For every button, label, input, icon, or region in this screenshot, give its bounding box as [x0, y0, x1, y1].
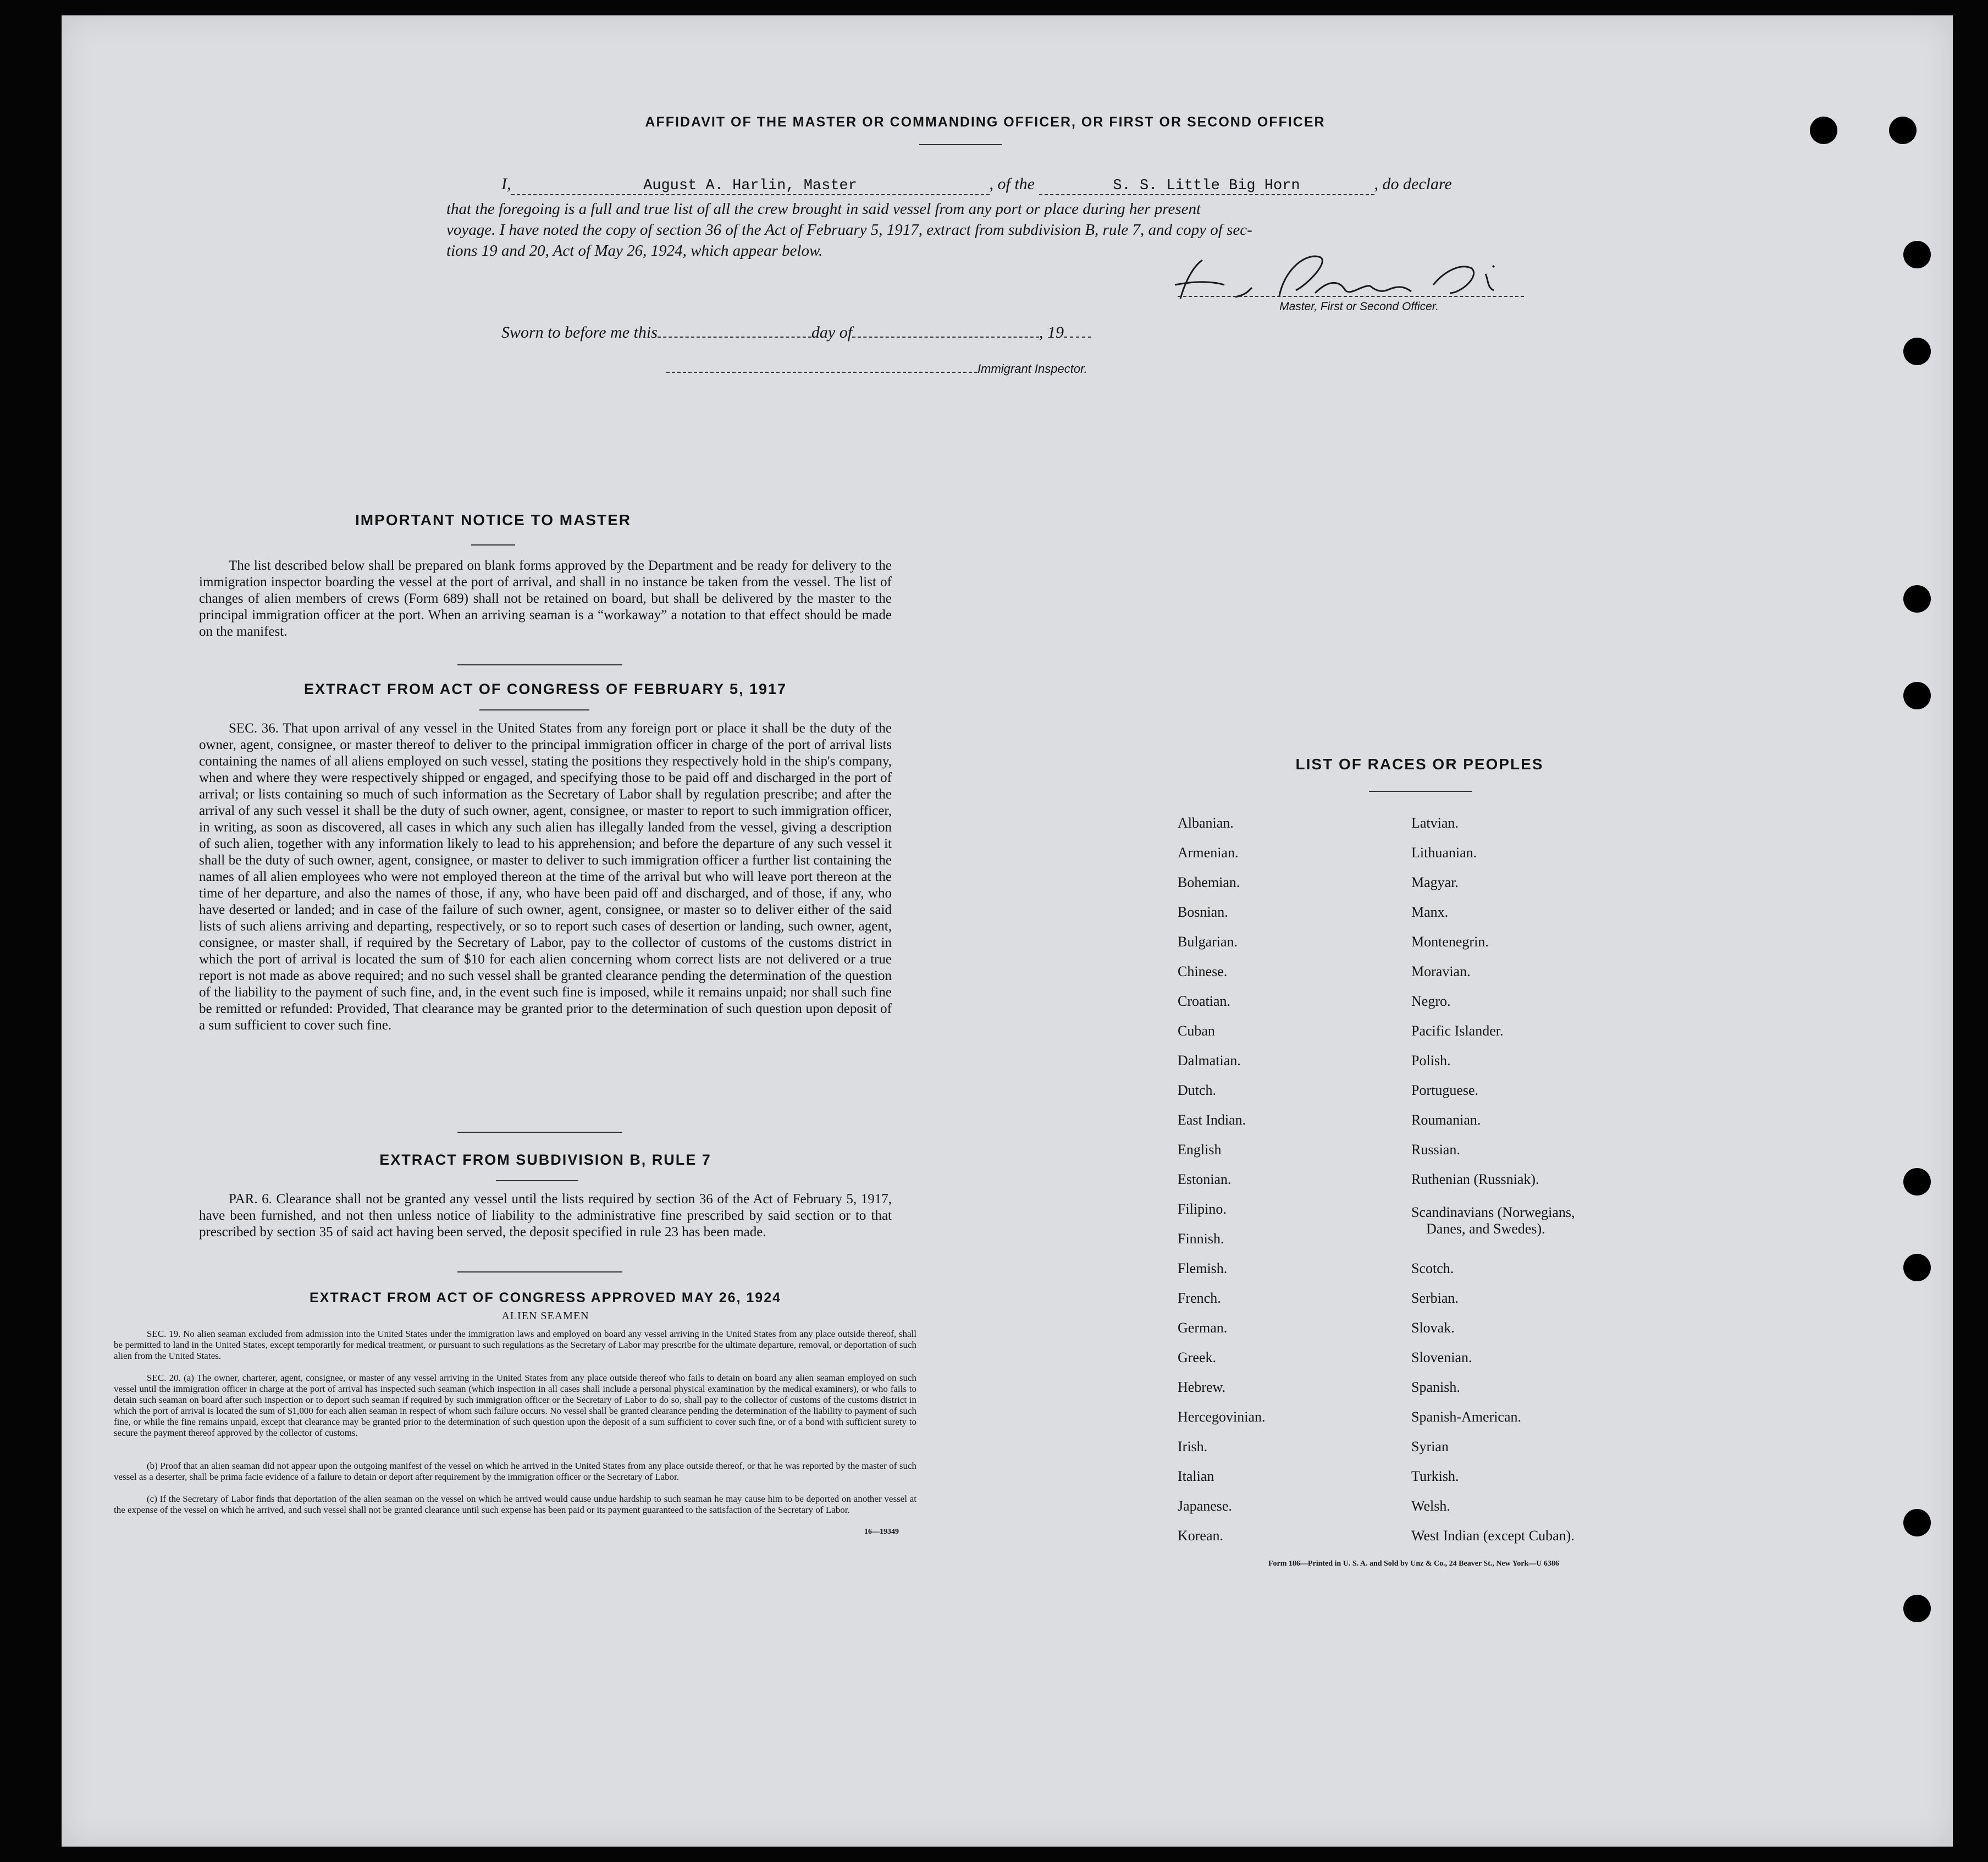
extract-1917-body: SEC. 36. That upon arrival of any vessel in the United States from any foreign port or place it shall be the duty of the owner, agent, consignee, or master thereof to deliver to the principal immigration officer in charge of the port of arrival lists containing the names of all aliens employed on such vessel, stating the positions they respectively hold in the ship's company, when and where they were respectively shipped or engaged, and specifying those to be paid off and discharged in the port of arrival; or lists containing so much of such information as the Secretary of Labor shall by regulation prescribe; and after the arrival of any such vessel it shall be the duty of such owner, agent, consignee, or master to report to such immigration officer, in writing, as soon as discovered, all cases in which any such alien has illegally landed from the vessel, giving a description of such alien, together with any information likely to lead to his apprehension; and before the departure of any such vessel it shall be the duty of such owner, agent, consignee, or master to deliver to such immigration officer a further list containing the names of all alien employees who were not employed thereon at the time of the arrival but who will leave port thereon at the time of her departure, and also the names of those, if any, who have been paid off and discharged, and of those, if any, who have deserted or landed; and in case of the failure of such owner, agent, consignee, or master so to deliver either of the said lists of such aliens arriving and departing, respectively, or so to report such cases of desertion or landing, such owner, agent, consignee, or master shall, if required by the Secretary of Labor, pay to the collector of customs of the customs district in which the port of arrival is located the sum of $10 for each alien concerning whom correct lists are not delivered or a true report is not made as above required; and no such vessel shall be granted clearance pending the determination of the question of the liability to the payment of such fine, and, in the event such fine is imposed, while it remains unpaid; nor shall such fine be remitted or refunded: Provided, That clearance may be granted prior to the determination of such question upon deposit of a sum sufficient to cover such fine.	[199, 721, 892, 1033]
race-item: Japanese.	[1178, 1498, 1232, 1514]
race-item: Italian	[1178, 1468, 1214, 1484]
race-item: Finnish.	[1178, 1231, 1224, 1247]
race-item: Syrian	[1411, 1439, 1449, 1455]
i-prefix: I,	[501, 175, 511, 193]
signature	[1164, 246, 1516, 307]
race-item: Hercegovinian.	[1178, 1409, 1266, 1425]
race-item: Danes, and Swedes).	[1426, 1221, 1545, 1237]
race-item: Spanish-American.	[1411, 1409, 1522, 1425]
sec19-text: SEC. 19. No alien seaman excluded from admission into the United States under the immigration laws and employed on board any vessel arriving in the United States from any place outside thereof, shall be permitted to land in the United States, except temporarily for medical treatment, or pursuant to such regulations as the Secretary of Labor may prescribe for the ultimate departure, removal, or deportation of such alien from the United States.	[114, 1329, 916, 1361]
race-item: Bosnian.	[1178, 904, 1228, 920]
race-item: Welsh.	[1411, 1498, 1450, 1514]
race-item: Bulgarian.	[1178, 934, 1238, 950]
race-item: Bohemian.	[1178, 874, 1240, 890]
race-item: Lithuanian.	[1411, 845, 1477, 861]
rule	[457, 664, 622, 665]
race-item: Albanian.	[1178, 815, 1234, 831]
race-item: Portuguese.	[1411, 1082, 1479, 1098]
rule	[457, 1271, 622, 1272]
race-item: Scotch.	[1411, 1260, 1454, 1276]
sworn-label: Sworn to before me this	[501, 323, 658, 341]
race-item: West Indian (except Cuban).	[1411, 1528, 1575, 1544]
race-item: English	[1178, 1142, 1222, 1158]
race-item: Flemish.	[1178, 1260, 1228, 1276]
race-item: Armenian.	[1178, 845, 1239, 861]
month-field	[852, 337, 1039, 338]
alien-seamen-subtitle: ALIEN SEAMEN	[501, 1310, 589, 1322]
punch-hole	[1889, 117, 1917, 144]
day-field	[658, 337, 811, 338]
race-item: Chinese.	[1178, 963, 1228, 979]
affidavit-body-1: that the foregoing is a full and true list of all the crew brought in said vessel from any port or place during her present	[446, 200, 1201, 218]
punch-hole	[1903, 1509, 1931, 1536]
extract-1917-title: EXTRACT FROM ACT OF CONGRESS OF FEBRUARY 5, 1917	[303, 681, 787, 697]
signature-caption: Master, First or Second Officer.	[1279, 300, 1439, 313]
sworn-line	[501, 323, 1326, 342]
sec20c-text: (c) If the Secretary of Labor finds that deportation of the alien seaman on the vessel on which he arrived would cause undue hardship to such seaman he may cause him to be deported on another vessel at the expense of the vessel on which he arrived, and such vessel shall not be granted clearance until such expense has been paid or its payment guaranteed to the satisfaction of the Secretary of Labor.	[114, 1494, 916, 1515]
form-footer: Form 186—Printed in U. S. A. and Sold by Unz & Co., 24 Beaver St., New York—U 6386	[1268, 1560, 1559, 1568]
notice-body: The list described below shall be prepared on blank forms approved by the Department and be ready for delivery to the immigration inspector boarding the vessel at the port of arrival, and shall in no instance be taken from the vessel. The list of changes of alien members of crews (Form 689) shall not be retained on board, but shall be delivered by the master to the principal immigration officer at the port. When an arriving seaman is a “workaway” a notation to that effect should be made on the manifest.	[199, 558, 892, 639]
race-item: Greek.	[1178, 1349, 1217, 1365]
punch-hole	[1903, 241, 1931, 268]
race-item: Manx.	[1411, 904, 1449, 920]
race-item: Latvian.	[1411, 815, 1459, 831]
race-item: Montenegrin.	[1411, 934, 1489, 950]
rule	[496, 1180, 578, 1181]
affidavit-line-1	[501, 175, 1601, 195]
race-item: Croatian.	[1178, 993, 1231, 1009]
race-item: Turkish.	[1411, 1468, 1459, 1484]
punch-hole	[1810, 117, 1837, 144]
affidavit-body-3: tions 19 and 20, Act of May 26, 1924, which appear below.	[446, 242, 823, 260]
race-item: Filipino.	[1178, 1201, 1227, 1217]
rule	[457, 1132, 622, 1133]
race-item: Estonian.	[1178, 1171, 1232, 1187]
race-item: German.	[1178, 1320, 1228, 1336]
race-item: Slovak.	[1411, 1320, 1455, 1336]
race-item: Magyar.	[1411, 874, 1459, 890]
affidavit-title: AFFIDAVIT OF THE MASTER OR COMMANDING OFFICER, OR FIRST OR SECOND OFFICER	[645, 114, 1326, 130]
notice-title: IMPORTANT NOTICE TO MASTER	[355, 511, 632, 528]
race-item: French.	[1178, 1290, 1221, 1306]
race-item: Slovenian.	[1411, 1349, 1472, 1365]
rule	[1369, 791, 1472, 792]
race-item: Hebrew.	[1178, 1379, 1226, 1395]
race-item: East Indian.	[1178, 1112, 1246, 1128]
title-rule	[919, 144, 1002, 145]
sec20b-text: (b) Proof that an alien seaman did not appear upon the outgoing manifest of the vessel on which he arrived in the United States from any place outside thereof, or that he was reported by the master of such vessel as a deserter, shall be prima facie evidence of a failure to detain or deport after requirement by the immigration officer or the Secretary of Labor.	[114, 1461, 916, 1482]
punch-hole	[1903, 338, 1931, 365]
year-field	[1064, 337, 1091, 338]
rule	[479, 709, 589, 710]
inspector-line	[666, 362, 1216, 376]
affidavit-body-2: voyage. I have noted the copy of section 36 of the Act of February 5, 1917, extract from subdivision B, rule 7, and copy of sec-	[446, 221, 1252, 239]
inspector-caption: Immigrant Inspector.	[978, 362, 1087, 376]
race-item: Scandinavians (Norwegians,	[1411, 1204, 1575, 1220]
print-code: 16—19349	[864, 1528, 899, 1536]
of-the-label: , of the	[989, 175, 1035, 193]
punch-hole	[1903, 1168, 1931, 1196]
races-title: LIST OF RACES OR PEOPLES	[1295, 756, 1544, 773]
day-of-label: day of	[811, 323, 853, 341]
race-item: Pacific Islander.	[1411, 1023, 1504, 1039]
extract-rule7-title: EXTRACT FROM SUBDIVISION B, RULE 7	[379, 1152, 711, 1168]
sec20a-text: SEC. 20. (a) The owner, charterer, agent, consignee, or master of any vessel arriving in the United States from any place outside thereof who fails to detain on board any alien seaman employed on such vessel until the immigration officer in charge at the port of arrival has inspected such seaman (which inspection in all cases shall include a personal physical examination by the medical examiners), or who fails to detain such seaman on board after such inspection or to deport such seaman if required by such immigration officer or the Secretary of Labor to do so, shall pay to the collector of customs of the customs district in which the port of arrival is located the sum of $1,000 for each alien seaman in respect of whom such failure occurs. No vessel shall be granted clearance pending the determination of the liability to payment of such fine, or while the fine remains unpaid, except that clearance may be granted prior to the determination of such question upon the deposit of a sum sufficient to cover such fine, or of a bond with sufficient surety to secure the payment thereof approved by the collector of customs.	[114, 1373, 916, 1438]
signature-line	[1178, 296, 1524, 297]
race-item: Cuban	[1178, 1023, 1215, 1039]
race-item: Serbian.	[1411, 1290, 1459, 1306]
race-item: Irish.	[1178, 1439, 1208, 1455]
document-page	[62, 15, 1953, 1847]
inspector-signature-field	[666, 372, 978, 373]
punch-hole	[1903, 1254, 1931, 1281]
race-item: Polish.	[1411, 1053, 1451, 1068]
race-item: Ruthenian (Russniak).	[1411, 1171, 1539, 1187]
extract-rule7-body: PAR. 6. Clearance shall not be granted any vessel until the lists required by section 36 of the Act of February 5, 1917, have been furnished, and not then unless notice of liability to the administrative fine prescribed by said section or to that prescribed by section 35 of said act having been served, the deposit specified in rule 23 has been made.	[199, 1192, 892, 1240]
vessel-name-field: S. S. Little Big Horn	[1039, 178, 1374, 195]
year-label: , 19	[1039, 323, 1064, 341]
race-item: Spanish.	[1411, 1379, 1460, 1395]
race-item: Dutch.	[1178, 1082, 1217, 1098]
punch-hole	[1903, 682, 1931, 709]
extract-1924-title: EXTRACT FROM ACT OF CONGRESS APPROVED MAY 26, 1924	[309, 1290, 782, 1305]
race-item: Dalmatian.	[1178, 1053, 1241, 1068]
punch-hole	[1903, 585, 1931, 613]
race-item: Moravian.	[1411, 963, 1471, 979]
race-item: Russian.	[1411, 1142, 1460, 1158]
rule	[471, 544, 515, 546]
master-name-field: August A. Harlin, Master	[511, 178, 990, 195]
punch-hole	[1903, 1595, 1931, 1622]
race-item: Korean.	[1178, 1528, 1224, 1544]
do-declare-label: , do declare	[1374, 175, 1452, 193]
race-item: Roumanian.	[1411, 1112, 1481, 1128]
race-item: Negro.	[1411, 993, 1451, 1009]
